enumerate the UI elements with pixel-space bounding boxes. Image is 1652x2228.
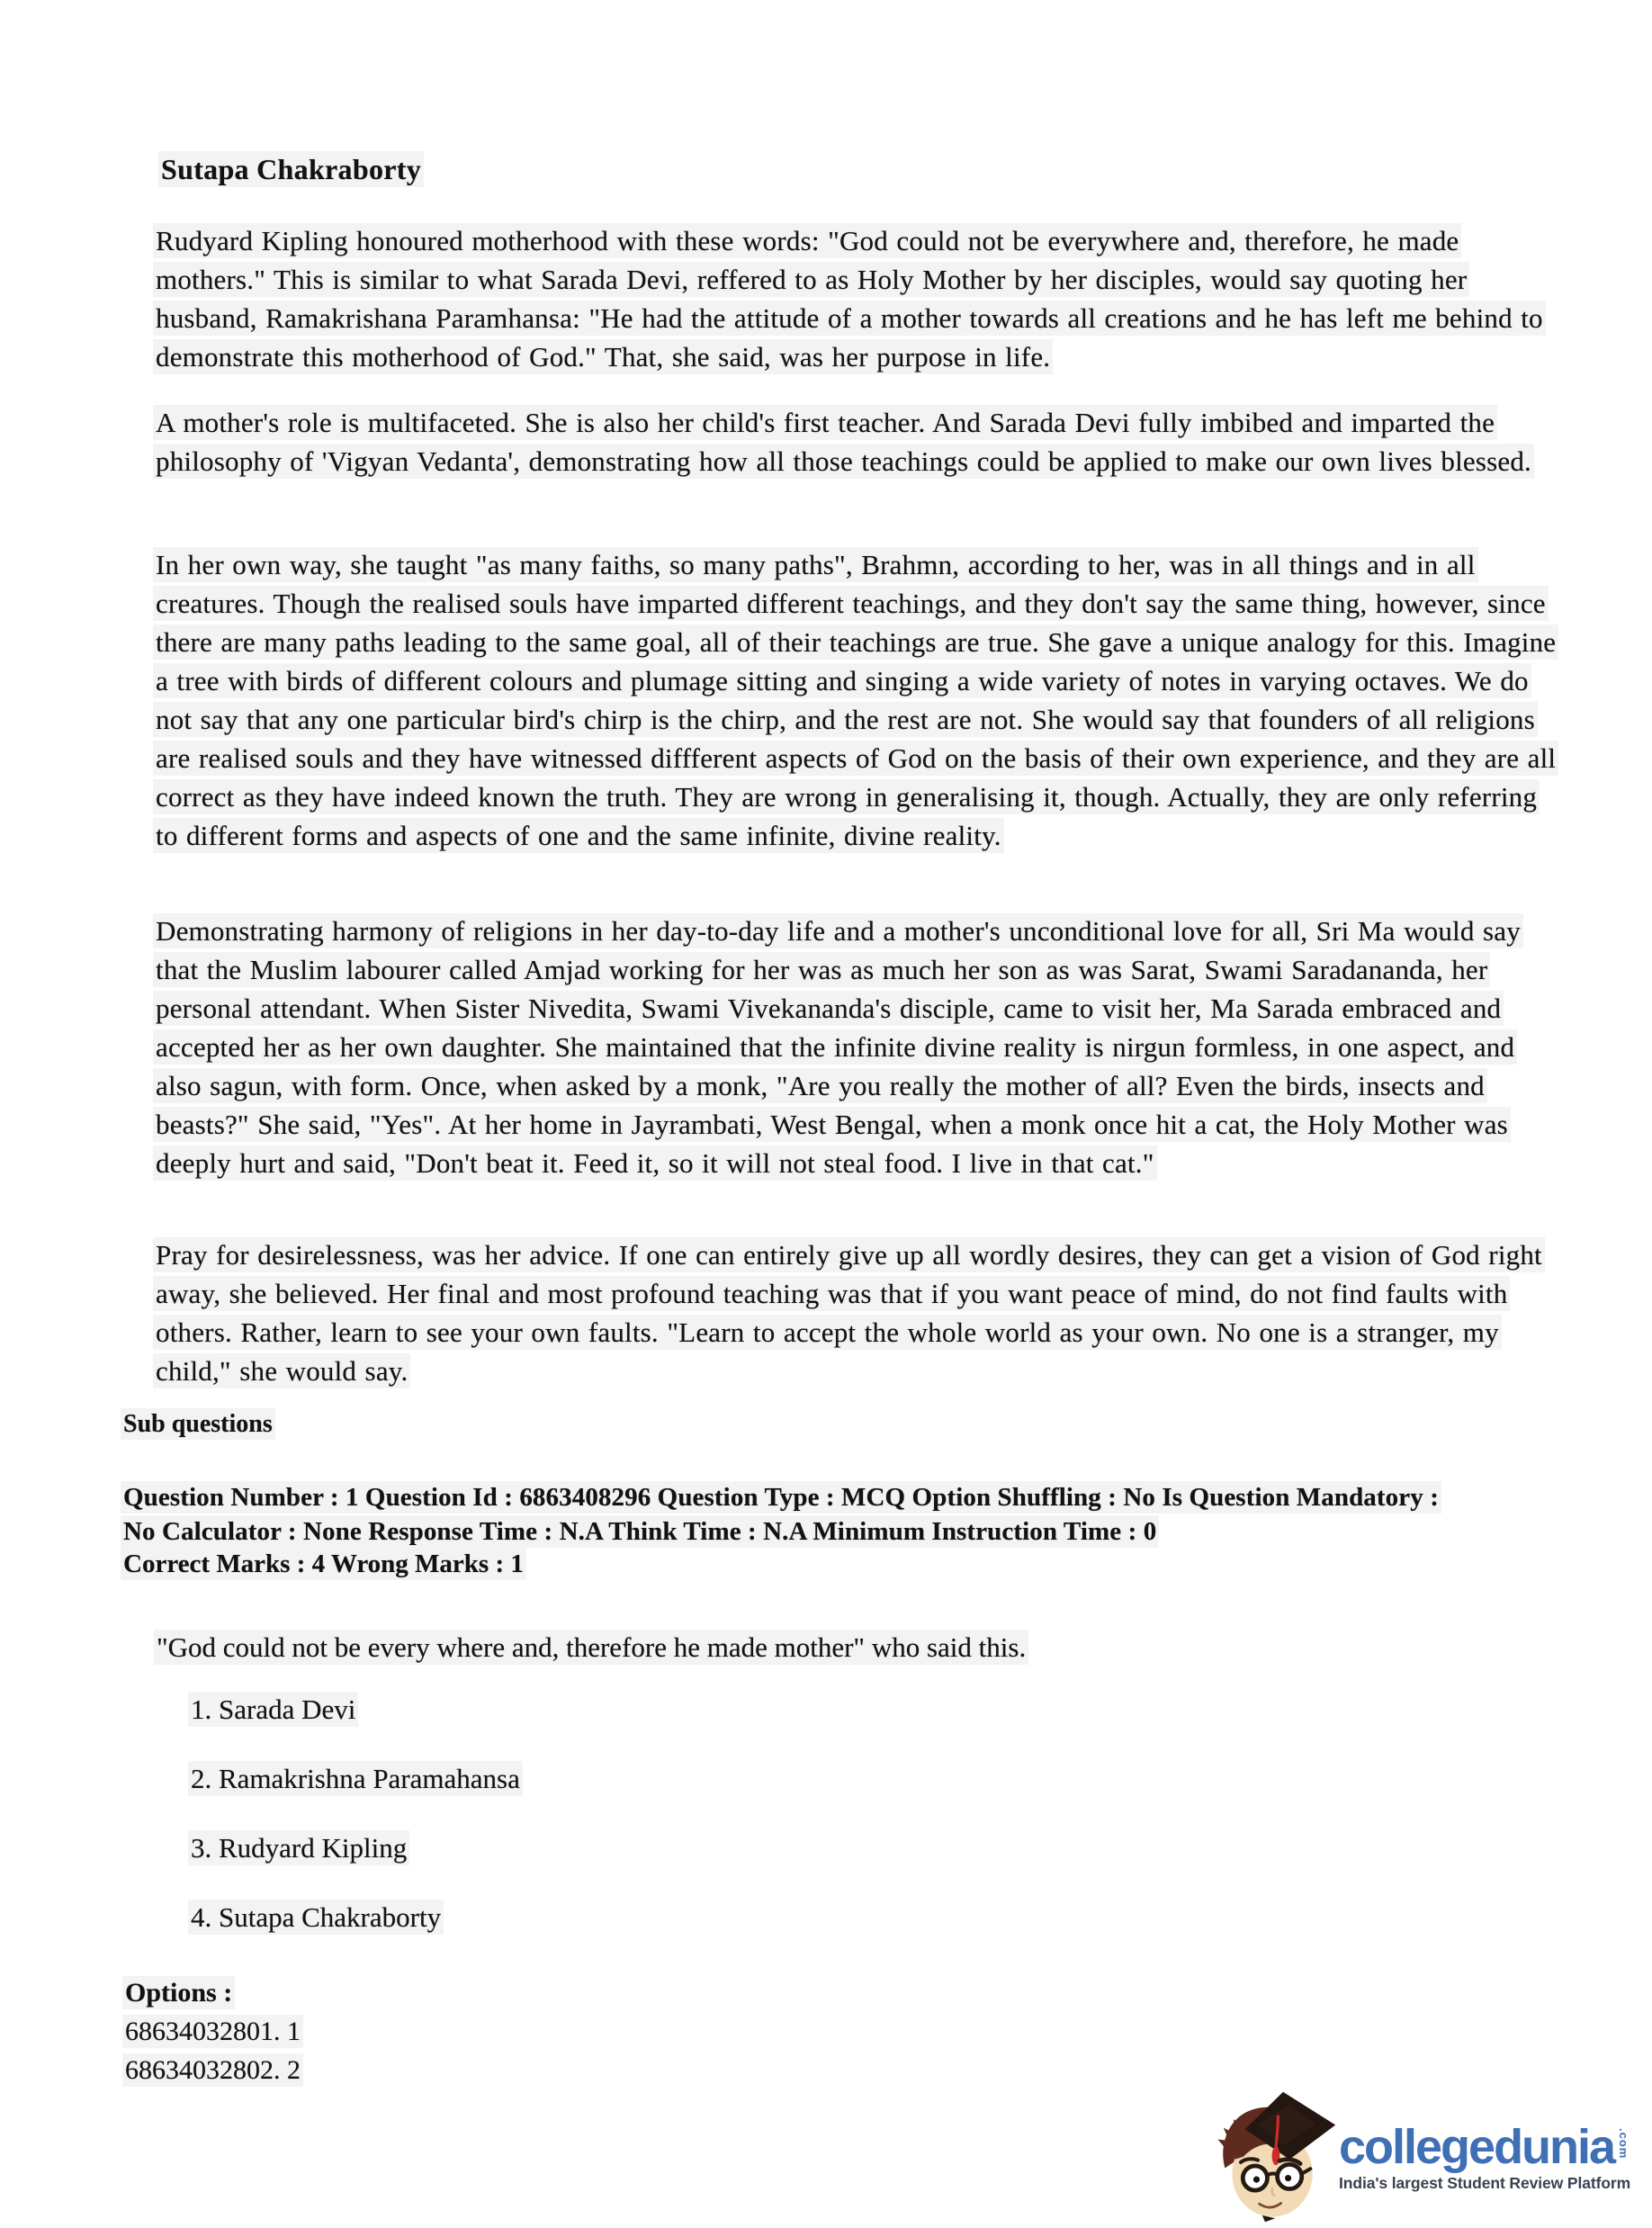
marks-line: Correct Marks : 4 Wrong Marks : 1 <box>121 1550 526 1579</box>
logo-text-column <box>1339 2088 1630 2193</box>
logo-domain-suffix: .com <box>1617 2128 1631 2160</box>
choice-2: 2. Ramakrishna Paramahansa <box>188 1763 523 1795</box>
option-id-2: 68634032802. 2 <box>122 2055 303 2086</box>
author-heading <box>158 153 424 186</box>
question-metadata-line-2: No Calculator : None Response Time : N.A Think Time : N.A Minimum Instruction Time : 0 <box>121 1514 1441 1549</box>
logo-tagline: India's largest Student Review Platform <box>1339 2174 1631 2192</box>
question-text: "God could not be every where and, therefore he made mother" who said this. <box>154 1631 1028 1664</box>
passage-paragraph-2: A mother's role is multifaceted. She is also her child's first teacher. And Sarada Devi fully imbibed and imparted the philosophy of 'Vigyan Vedanta', demonstrating how all those teachings could be applied to make our own lives blessed. <box>153 403 1563 481</box>
collegedunia-mascot-icon <box>1215 2088 1337 2223</box>
logo-wordmark: collegedunia <box>1339 2120 1615 2174</box>
question-metadata <box>121 1480 1441 1549</box>
collegedunia-logo <box>1215 2088 1630 2223</box>
options-label: Options : <box>122 1978 235 2008</box>
choice-4: 4. Sutapa Chakraborty <box>188 1901 444 1934</box>
sub-questions-heading: Sub questions <box>121 1410 275 1439</box>
passage-paragraph-3: In her own way, she taught "as many faiths, so many paths", Brahmn, according to her, was in all things and in all creatures. Though the realised souls have imparted different teachings, and they don't say the same thing, however, since there are many paths leading to the same goal, all of their teachings are true. She gave a unique analogy for this. Imagine a tree with birds of different colours and plumage sitting and singing a wide variety of notes in varying octaves. We do not say that any one particular bird's chirp is the chirp, and the rest are not. She would say that founders of all religions are realised souls and they have witnessed diffferent aspects of God on the basis of their own experience, and they are all correct as they have indeed known the truth. They are wrong in generalising it, though. Actually, they are only referring to different forms and aspects of one and the same infinite, divine reality. <box>153 545 1563 855</box>
author-heading-text: Sutapa Chakraborty <box>158 151 424 187</box>
passage-paragraph-4: Demonstrating harmony of religions in her day-to-day life and a mother's unconditional love for all, Sri Ma would say that the Muslim labourer called Amjad working for her was as much her son as was Sarat, Swami Saradananda, her personal attendant. When Sister Nivedita, Swami Vivekananda's disciple, came to visit her, Ma Sarada embraced and accepted her as her own daughter. She maintained that the infinite divine reality is nirgun formless, in one aspect, and also sagun, with form. Once, when asked by a monk, "Are you really the mother of all? Even the birds, insects and beasts?" She said, "Yes". At her home in Jayrambati, West Bengal, when a monk once hit a cat, the Holy Mother was deeply hurt and said, "Don't beat it. Feed it, so it will not steal food. I live in that cat." <box>153 912 1563 1182</box>
choice-3: 3. Rudyard Kipling <box>188 1832 409 1864</box>
passage-paragraph-1: Rudyard Kipling honoured motherhood with these words: "God could not be everywhere and, therefore, he made mothers." This is similar to what Sarada Devi, reffered to as Holy Mother by her disciples, would say quoting her husband, Ramakrishana Paramhansa: "He had the attitude of a mother towards all creations and he has left me behind to demonstrate this motherhood of God." That, she said, was her purpose in life. <box>153 221 1563 376</box>
choice-1: 1. Sarada Devi <box>188 1693 358 1726</box>
option-id-1: 68634032801. 1 <box>122 2017 303 2047</box>
passage-paragraph-5: Pray for desirelessness, was her advice. If one can entirely give up all wordly desires, they can get a vision of God right away, she believed. Her final and most profound teaching was that if you want peace of mind, do not find faults with others. Rather, learn to see your own faults. "Learn to accept the whole world as your own. No one is a stranger, my child," she would say. <box>153 1235 1563 1390</box>
question-metadata-line-1: Question Number : 1 Question Id : 6863408296 Question Type : MCQ Option Shuffling : No Is Question Mandatory : <box>121 1480 1441 1514</box>
